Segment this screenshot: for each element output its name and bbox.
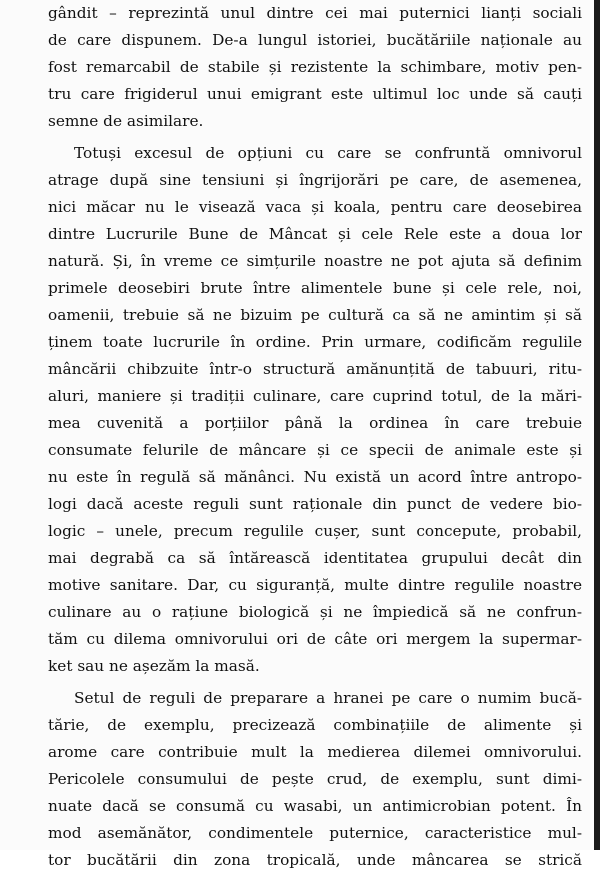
text-line: de care dispunem. De-a lungul istoriei, bucătăriile naționale au bbox=[48, 31, 582, 49]
text-line: nici măcar nu le visează vaca și koala, pentru care deosebirea bbox=[48, 198, 582, 216]
text-line: mâncării chibzuite într-o structură amănunțită de tabuuri, ritu- bbox=[48, 360, 582, 378]
text-line: mod asemănător, condimentele puternice, caracteristice mul- bbox=[48, 824, 582, 842]
text-line: oamenii, trebuie să ne bizuim pe cultură ca să ne amintim și să bbox=[48, 306, 582, 324]
text-line: logic – unele, precum regulile cușer, sunt concepute, probabil, bbox=[48, 522, 582, 540]
text-line: arome care contribuie mult la medierea dilemei omnivorului. bbox=[48, 743, 582, 761]
text-line: mea cuvenită a porțiilor până la ordinea în care trebuie bbox=[48, 414, 582, 432]
text-line: motive sanitare. Dar, cu siguranță, multe dintre regulile noastre bbox=[48, 576, 582, 594]
text-line: tor bucătării din zona tropicală, unde mâncarea se strică bbox=[48, 851, 582, 869]
page-edge-shadow bbox=[594, 0, 600, 850]
text-line: nu este în regulă să mănânci. Nu există un acord între antropo- bbox=[48, 468, 582, 486]
text-line: logi dacă aceste reguli sunt raționale din punct de vedere bio- bbox=[48, 495, 582, 513]
text-line: primele deosebiri brute între alimentele bune și cele rele, noi, bbox=[48, 279, 582, 297]
text-line: atrage după sine tensiuni și îngrijorări pe care, de asemenea, bbox=[48, 171, 582, 189]
text-line: fost remarcabil de stabile și rezistente la schimbare, motiv pen- bbox=[48, 58, 582, 76]
text-line: semne de asimilare. bbox=[48, 112, 204, 130]
text-line: tărie, de exemplu, precizează combinațiile de alimente și bbox=[48, 716, 582, 734]
text-line: nuate dacă se consumă cu wasabi, un antimicrobian potent. În bbox=[48, 797, 582, 815]
text-line: aluri, maniere și tradiții culinare, care cuprind totul, de la mări- bbox=[48, 387, 582, 405]
text-line: Totuși excesul de opțiuni cu care se confruntă omnivorul bbox=[74, 144, 582, 162]
text-line: mai degrabă ca să întărească identitatea grupului decât din bbox=[48, 549, 582, 567]
text-line: Setul de reguli de preparare a hranei pe care o numim bucă- bbox=[74, 689, 582, 707]
text-line: gândit – reprezintă unul dintre cei mai puternici lianți sociali bbox=[48, 4, 582, 22]
text-line: tăm cu dilema omnivorului ori de câte ori mergem la supermar- bbox=[48, 630, 582, 648]
text-line: Pericolele consumului de pește crud, de exemplu, sunt dimi- bbox=[48, 770, 582, 788]
text-line: dintre Lucrurile Bune de Mâncat și cele Rele este a doua lor bbox=[48, 225, 582, 243]
body-text bbox=[48, 0, 582, 874]
text-line: consumate felurile de mâncare și ce specii de animale este și bbox=[48, 441, 582, 459]
text-line: ținem toate lucrurile în ordine. Prin urmare, codificăm regulile bbox=[48, 333, 582, 351]
text-line: natură. Și, în vreme ce simțurile noastre ne pot ajuta să definim bbox=[48, 252, 582, 270]
text-line: ket sau ne așezăm la masă. bbox=[48, 657, 260, 675]
text-line: culinare au o rațiune biologică și ne împiedică să ne confrun- bbox=[48, 603, 582, 621]
text-line: tru care frigiderul unui emigrant este ultimul loc unde să cauți bbox=[48, 85, 582, 103]
